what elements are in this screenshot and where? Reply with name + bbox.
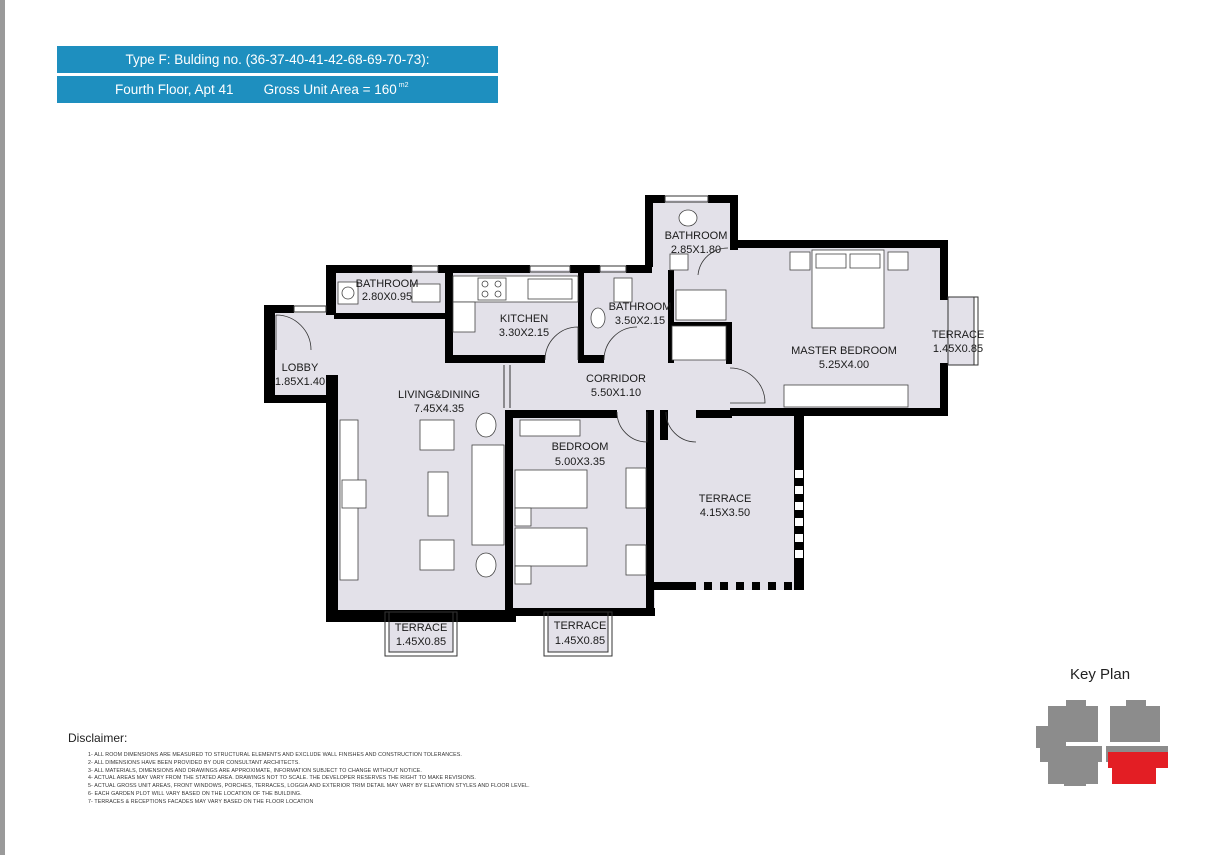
bedroom-wardrobe-icon — [520, 420, 580, 436]
kitchen-dims: 3.30X2.15 — [498, 327, 550, 339]
bathroom3-name: BATHROOM — [664, 230, 728, 242]
terrace-main-dims: 4.15X3.50 — [699, 507, 751, 519]
nightstand-icon — [790, 252, 810, 270]
shower-icon — [672, 326, 726, 360]
master-bedroom-name: MASTER BEDROOM — [791, 345, 897, 357]
terrace-bedroom-name: TERRACE — [553, 620, 607, 632]
basin-icon — [342, 287, 354, 299]
kitchen-sink-icon — [528, 279, 572, 299]
living-dining-name: LIVING&DINING — [398, 389, 480, 401]
master-bedroom-dims: 5.25X4.00 — [818, 359, 870, 371]
single-bed-icon — [515, 470, 587, 508]
terrace-living-dims: 1.45X0.85 — [395, 636, 447, 648]
desk-icon — [626, 468, 646, 508]
disclaimer-item: 1- ALL ROOM DIMENSIONS ARE MEASURED TO STRUCTURAL ELEMENTS AND EXCLUDE WALL FINISHES AND CONSTRUCTION TOLERANCES. — [88, 752, 462, 758]
armchair-icon — [342, 480, 366, 508]
desk-icon — [626, 545, 646, 575]
terrace-main-name: TERRACE — [698, 493, 752, 505]
disclaimer-title: Disclaimer: — [68, 731, 128, 745]
disclaimer-item: 7- TERRACES & RECEPTIONS FACADES MAY VARY BASED ON THE FLOOR LOCATION — [88, 798, 314, 805]
basin-icon — [679, 210, 697, 226]
nightstand-icon — [515, 566, 531, 584]
dining-chair-icon — [476, 553, 496, 577]
terrace-east-dims: 1.45X0.85 — [932, 343, 984, 355]
bathroom1-name: BATHROOM — [355, 278, 419, 290]
single-bed-icon — [515, 528, 587, 566]
disclaimer-item: 3- ALL MATERIALS, DIMENSIONS AND DRAWINGS ARE APPROXIMATE, INFORMATION SUBJECT TO CHANGE WITHOUT NOTICE. — [88, 767, 422, 774]
dining-chair-icon — [476, 413, 496, 437]
fridge-icon — [453, 302, 475, 332]
disclaimer-item: 6- EACH GARDEN PLOT WILL VARY BASED ON THE LOCATION OF THE BUILDING. — [88, 790, 302, 797]
bedroom-name: BEDROOM — [551, 441, 609, 453]
key-plan-diagram — [1036, 700, 1168, 786]
bathroom3-dims: 2.85X1.80 — [670, 244, 722, 256]
floor-apartment-text: Fourth Floor, Apt 41 — [115, 82, 234, 97]
sofa-icon — [472, 445, 504, 545]
armchair-icon — [420, 420, 454, 450]
wardrobe-icon — [784, 385, 908, 407]
coffee-table-icon — [428, 472, 448, 516]
disclaimer-item: 5- ACTUAL GROSS UNIT AREAS, FRONT WINDOWS, PORCHES, TERRACES, LOGGIA AND EXTERIOR TRIM DETAIL MAY VARY BY ELEVATION STYLES AND FLOOR LEVEL. — [88, 783, 530, 790]
area-unit: m2 — [398, 82, 409, 89]
disclaimer-list — [88, 752, 530, 807]
living-dining-dims: 7.45X4.35 — [413, 403, 465, 415]
nightstand-icon — [515, 508, 531, 526]
bathroom2-name: BATHROOM — [608, 301, 672, 313]
terrace-east-name: TERRACE — [931, 329, 985, 341]
bathtub-icon — [676, 290, 726, 320]
terrace-bedroom-dims: 1.45X0.85 — [554, 635, 606, 647]
corridor-name: CORRIDOR — [586, 373, 646, 385]
key-plan-title: Key Plan — [1070, 666, 1131, 683]
basin-icon — [591, 308, 605, 328]
corridor-dims: 5.50X1.10 — [590, 387, 642, 399]
armchair-icon — [420, 540, 454, 570]
terrace-living-name: TERRACE — [394, 622, 448, 634]
bathroom1-dims: 2.80X0.95 — [361, 291, 413, 303]
lobby-name: LOBBY — [281, 362, 319, 374]
disclaimer-item: 4- ACTUAL AREAS MAY VARY FROM THE STATED AREA. DRAWINGS NOT TO SCALE. THE DEVELOPER RESERVES THE RIGHT TO MAKE REVISIONS. — [88, 775, 476, 782]
nightstand-icon — [888, 252, 908, 270]
lobby-dims: 1.85X1.40 — [274, 376, 326, 388]
toilet-icon — [614, 278, 632, 302]
toilet-icon — [670, 254, 688, 270]
building-type-text: Type F: Bulding no. (36-37-40-41-42-68-69-70-73): — [125, 52, 430, 67]
bedroom-dims: 5.00X3.35 — [554, 456, 606, 468]
bathroom2-dims: 3.50X2.15 — [614, 315, 666, 327]
gross-area-value: Gross Unit Area = 160 — [263, 82, 397, 97]
key-plan-highlight — [1108, 752, 1168, 784]
kitchen-name: KITCHEN — [499, 313, 549, 325]
disclaimer-item: 2- ALL DIMENSIONS HAVE BEEN PROVIDED BY OUR CONSULTANT ARCHITECTS. — [88, 759, 300, 766]
stove-icon — [478, 278, 506, 300]
